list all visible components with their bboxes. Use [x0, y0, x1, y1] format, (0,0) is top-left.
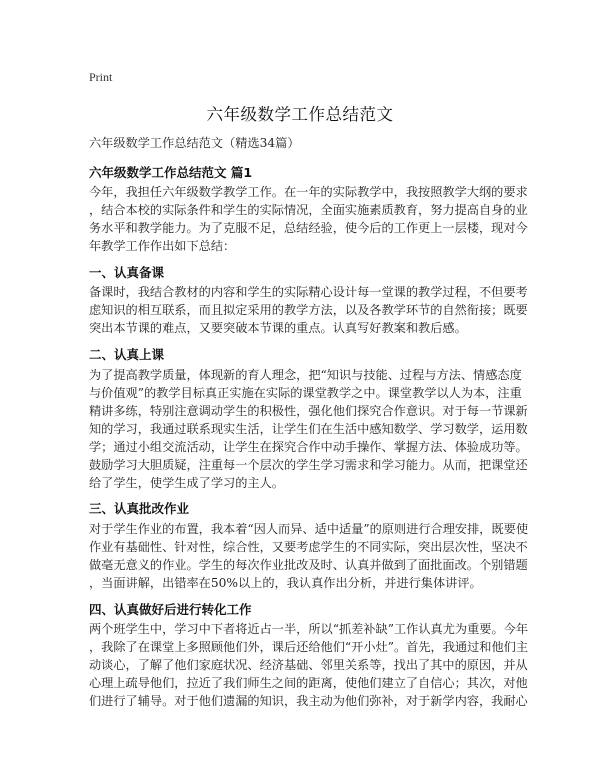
- paragraph-teach-classes: [89, 366, 528, 492]
- paragraph-line: 作业有基础性、针对性，综合性，又要考虑学生的不同实际，突出层次性，坚决不: [89, 540, 528, 554]
- heading-struggling-students: 四、认真做好后进行转化工作: [89, 602, 252, 617]
- print-link[interactable]: Print: [89, 70, 113, 84]
- intro-line: ，结合本校的实际条件和学生的实际情况，全面实施素质教育，努力提高自身的业: [89, 203, 528, 217]
- intro-paragraph: [89, 183, 528, 255]
- paragraph-grade-homework: [89, 520, 529, 592]
- paragraph-line: 动谈心，了解了他们家庭状况、经济基础、邻里关系等，找出了其中的原因，并从: [89, 658, 528, 672]
- paragraph-line: 做毫无意义的作业。学生的每次作业批改及时、认真并做到了面批面改。个别错题: [89, 558, 528, 572]
- paragraph-line: ，我除了在课堂上多照顾他们外，课后还给他们“开小灶”。首先，我通过和他们主: [89, 640, 529, 654]
- paragraph-line: 突出本节课的难点，又要突破本节课的重点。认真写好教案和教后感。: [89, 321, 467, 335]
- heading-grade-homework: 三、认真批改作业: [89, 501, 190, 516]
- intro-line: 年教学工作作出如下总结：: [89, 239, 236, 253]
- paragraph-line: 备课时，我结合教材的内容和学生的实际精心设计每一堂课的教学过程，不但要考: [89, 285, 528, 299]
- heading-teach-classes: 二、认真上课: [89, 347, 165, 362]
- paragraph-line: 心理上疏导他们，拉近了我们师生之间的距离，使他们建立了自信心；其次，对他: [89, 676, 528, 690]
- heading-prepare-lessons: 一、认真备课: [89, 265, 165, 280]
- intro-line: 务水平和教学能力。为了克服不足，总结经验，使今后的工作更上一层楼，现对今: [89, 221, 528, 235]
- paragraph-line: 知的学习，我通过联系现实生活，让学生们在生活中感知数学、学习数学，运用数: [89, 422, 528, 436]
- document-subtitle: 六年级数学工作总结范文（精选34篇）: [89, 136, 300, 150]
- paragraph-line: 为了提高教学质量，体现新的育人理念，把“知识与技能、过程与方法、情感态度: [89, 368, 522, 382]
- paragraph-line: 精讲多练，特别注意调动学生的积极性，强化他们探究合作意识。对于每一节课新: [89, 404, 528, 418]
- page-title: 六年级数学工作总结范文: [206, 105, 394, 124]
- paragraph-line: 学；通过小组交流活动，让学生在探究合作中动手操作、掌握方法、体验成功等。: [89, 440, 528, 454]
- paragraph-prepare-lessons: [89, 283, 528, 337]
- paragraph-line: 与价值观”的教学目标真正实施在实际的课堂教学之中。课堂教学以人为本，注重: [89, 386, 522, 400]
- paragraph-line: 给了学生，使学生成了学习的主人。: [89, 476, 284, 490]
- paragraph-line: 对于学生作业的布置，我本着“因人而异、适中适量”的原则进行合理安排，既要使: [89, 522, 529, 536]
- paragraph-line: 两个班学生中，学习中下者将近占一半，所以“抓差补缺”工作认真尤为重要。今年: [89, 622, 529, 636]
- paragraph-line: 鼓励学习大胆质疑，注重每一个层次的学生学习需求和学习能力。从而，把课堂还: [89, 458, 528, 472]
- paragraph-struggling-students: [89, 620, 529, 710]
- section-title: 六年级数学工作总结范文 篇1: [89, 165, 253, 180]
- paragraph-line: ，当面讲解，出错率在50%以上的，我认真作出分析，并进行集体讲评。: [89, 576, 482, 590]
- intro-line: 今年，我担任六年级数学教学工作。在一年的实际教学中，我按照教学大纲的要求: [89, 185, 528, 199]
- paragraph-line: 们进行了辅导。对于他们遗漏的知识，我主动为他们弥补，对于新学内容，我耐心: [89, 694, 528, 708]
- paragraph-line: 虑知识的相互联系，而且拟定采用的教学方法，以及各教学环节的自然衔接；既要: [89, 303, 528, 317]
